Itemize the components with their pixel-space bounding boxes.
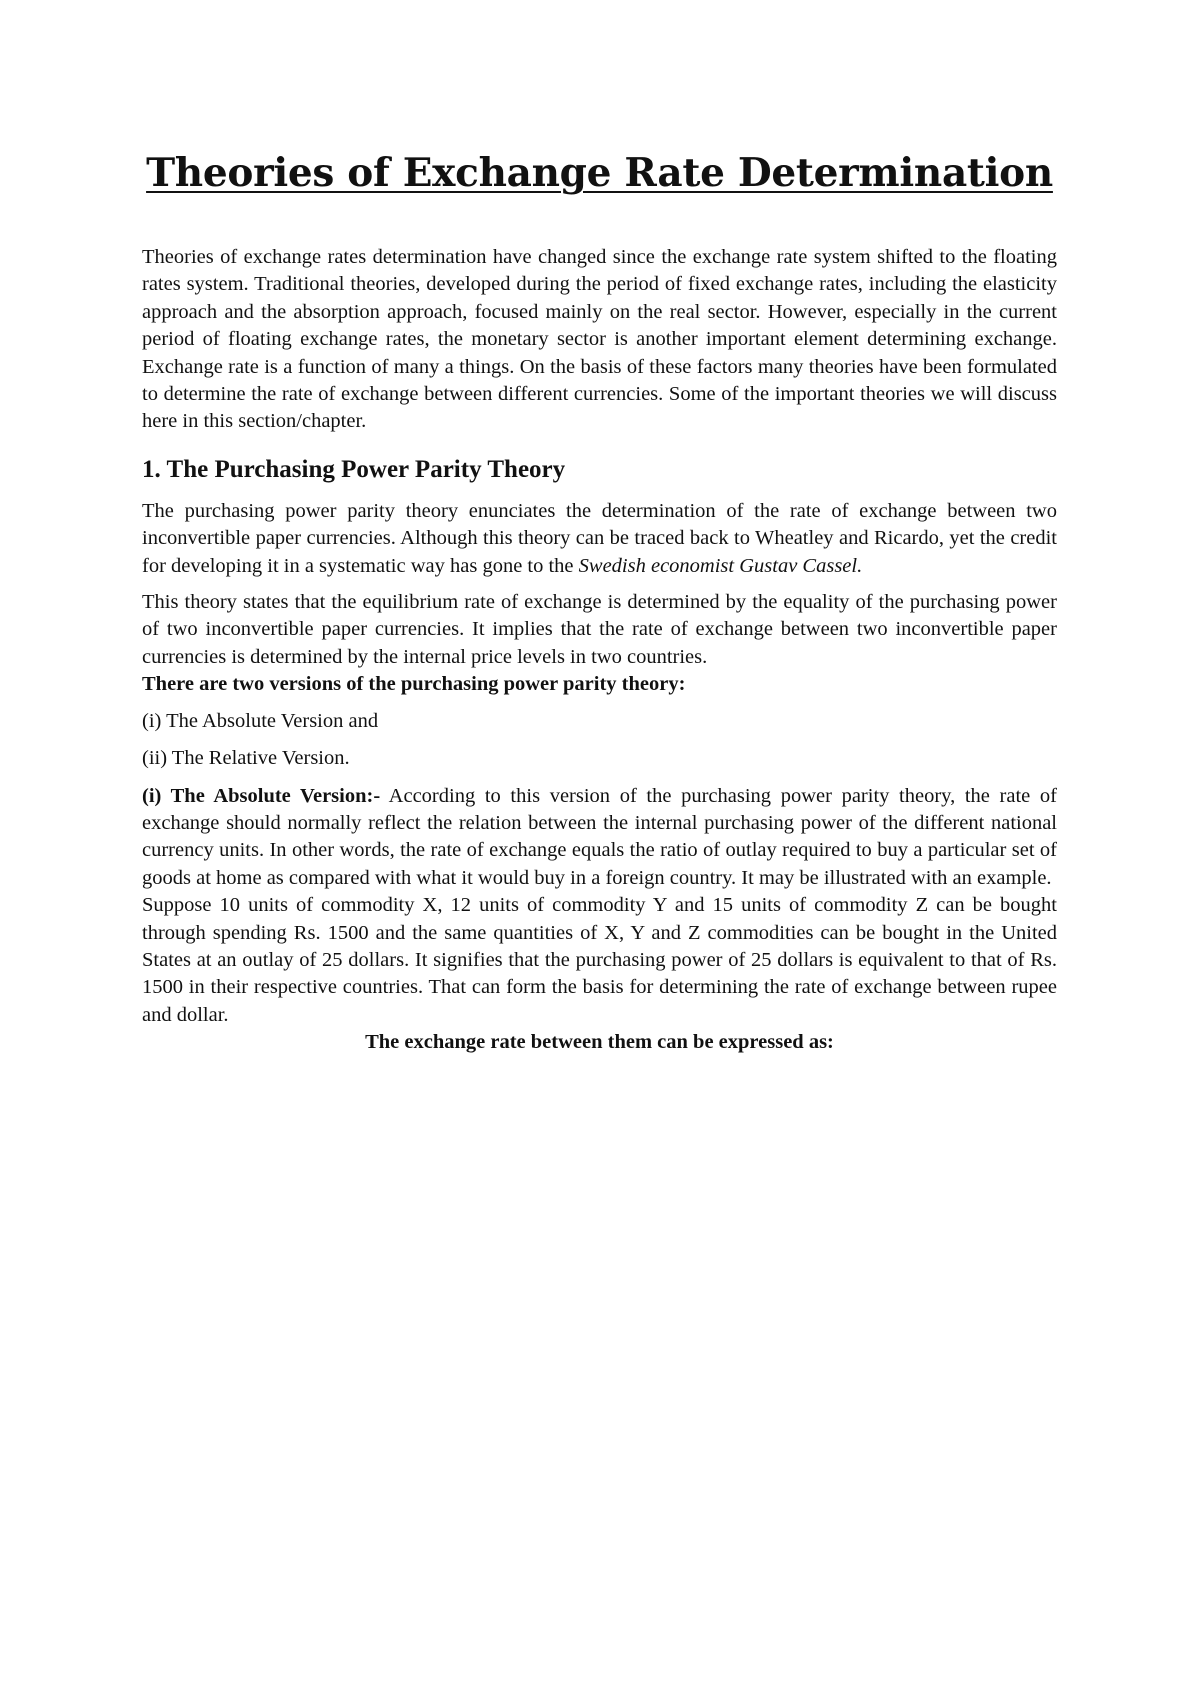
document-title: Theories of Exchange Rate Determination [146,150,1053,196]
versions-intro: There are two versions of the purchasing power parity theory: [142,673,686,696]
ppp-paragraph-1 [142,498,1057,580]
absolute-version-text: According to this version of the purchasing power parity theory, the rate of exchange should normally reflect the relation between the internal purchasing power of the different national currency units. In other words, the rate of exchange equals the ratio of outlay required to buy a particular set of goods at home as compared with what it would buy in a foreign country. It may be illustrated with an example. [142,784,1057,889]
ppp-paragraph-1-italic: Swedish economist Gustav Cassel. [578,554,863,577]
section-heading-ppp: 1. The Purchasing Power Parity Theory [142,455,566,483]
ppp-paragraph-1-text: The purchasing power parity theory enunciates the determination of the rate of exchange between two inconvertible paper currencies. Although this theory can be traced back to Wheatley and Ricardo, yet the credit for developing it in a systematic way has gone to the [142,499,1057,577]
absolute-version-paragraph [142,783,1057,893]
intro-paragraph: Theories of exchange rates determination have changed since the exchange rate system shifted to the floating rates system. Traditional theories, developed during the period of fixed exchange rates, including the elasticity approach and the absorption approach, focused mainly on the real sector. However, especially in the current period of floating exchange rates, the monetary sector is another important element determining exchange. Exchange rate is a function of many a things. On the basis of these factors many theories have been formulated to determine the rate of exchange between different currencies. Some of the important theories we will discuss here in this section/chapter. [142,246,1057,433]
version-item-absolute: (i) The Absolute Version and [142,709,379,732]
document-page [142,150,1057,1057]
absolute-version-label: (i) The Absolute Version:- [142,784,381,807]
expression-line: The exchange rate between them can be expressed as: [365,1031,834,1054]
ppp-paragraph-2: This theory states that the equilibrium rate of exchange is determined by the equality of the purchasing power of two inconvertible paper currencies. It implies that the rate of exchange between two inconvertible paper currencies is determined by the internal price levels in two countries. [142,591,1057,668]
example-paragraph: Suppose 10 units of commodity X, 12 units of commodity Y and 15 units of commodity Z can be bought through spending Rs. 1500 and the same quantities of X, Y and Z commodities can be bought in the United States at an outlay of 25 dollars. It signifies that the purchasing power of 25 dollars is equivalent to that of Rs. 1500 in their respective countries. That can form the basis for determining the rate of exchange between rupee and dollar. [142,894,1057,1026]
version-item-relative: (ii) The Relative Version. [142,747,350,770]
